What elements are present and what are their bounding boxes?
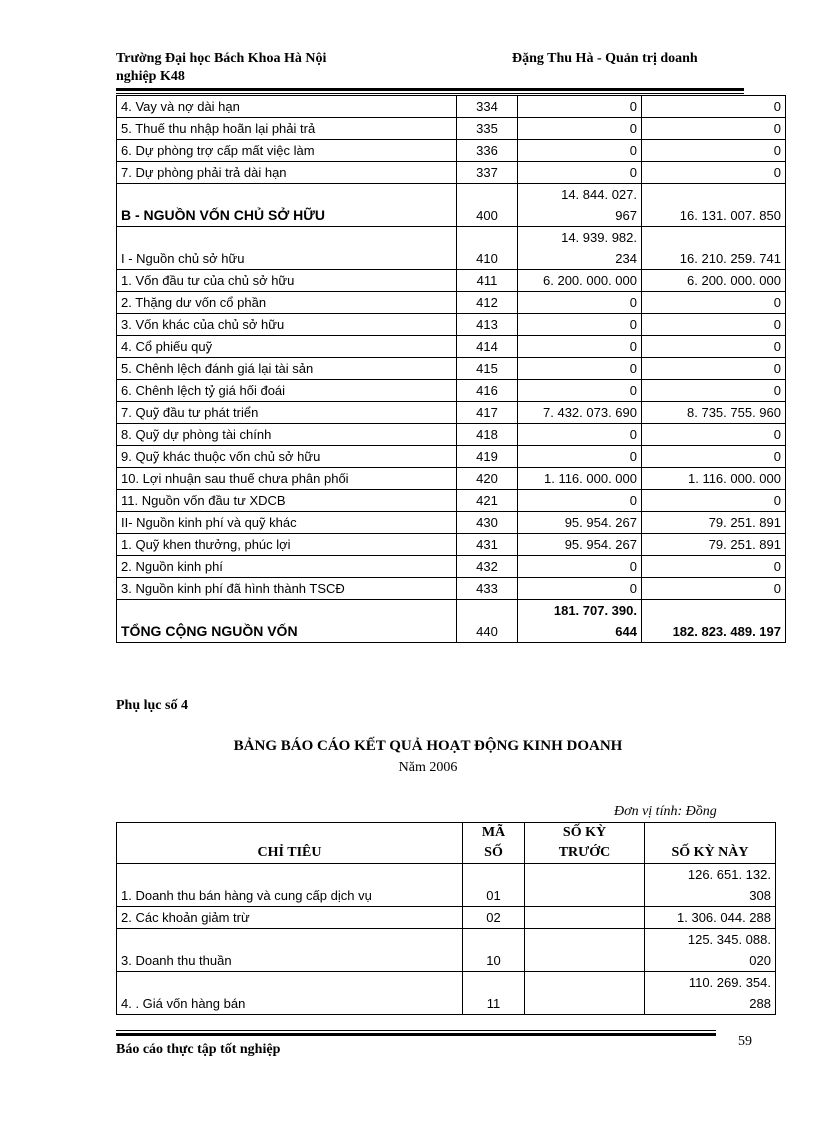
row-value-curr: 0 [642, 336, 786, 358]
row-label: 1. Quỹ khen thưởng, phúc lợi [117, 534, 457, 556]
row-value-prev: 0 [518, 162, 642, 184]
row-value-curr: 79. 251. 891 [642, 534, 786, 556]
row-code: 421 [457, 490, 518, 512]
row-code: 440 [457, 600, 518, 643]
unit-label: Đơn vị tính: Đồng [614, 804, 717, 819]
table-row [117, 227, 786, 270]
footer-rule [116, 1033, 716, 1036]
row-value-prev: 0 [518, 380, 642, 402]
row-value-curr: 0 [642, 556, 786, 578]
income-header-row [117, 823, 776, 864]
row-value-prev [525, 929, 645, 972]
row-code: 420 [457, 468, 518, 490]
table-row [117, 270, 786, 292]
row-value-curr: 79. 251. 891 [642, 512, 786, 534]
row-value-curr [645, 864, 776, 907]
row-label: B - NGUỒN VỐN CHỦ SỞ HỮU [117, 184, 457, 227]
row-value-curr: 0 [642, 446, 786, 468]
row-value-curr-a: 110. 269. 354. [688, 975, 771, 990]
row-value-prev-a: 181. 707. 390. [553, 603, 637, 618]
row-value-prev: 6. 200. 000. 000 [518, 270, 642, 292]
table-row [117, 534, 786, 556]
table-row [117, 96, 786, 118]
table-row [117, 358, 786, 380]
table-row [117, 907, 776, 929]
row-value-prev-b: 234 [615, 251, 637, 266]
row-value-prev [525, 907, 645, 929]
row-label: I - Nguồn chủ sở hữu [117, 227, 457, 270]
row-label: 6. Chênh lệch tỷ giá hối đoái [117, 380, 457, 402]
col-header-code-a: MÃ [481, 825, 506, 840]
row-value-curr [645, 972, 776, 1015]
row-value-prev-b: 967 [615, 208, 637, 223]
balance-table [116, 95, 786, 643]
row-value-curr-a: 125. 345. 088. [687, 932, 771, 947]
row-code: 410 [457, 227, 518, 270]
table-row [117, 446, 786, 468]
row-value-prev: 0 [518, 424, 642, 446]
row-code: 335 [457, 118, 518, 140]
row-value-prev-b: 644 [615, 624, 637, 639]
header-right: Đặng Thu Hà - Quản trị doanh [512, 51, 698, 66]
appendix-label: Phụ lục số 4 [116, 698, 188, 713]
row-value-prev: 7. 432. 073. 690 [518, 402, 642, 424]
row-label: 5. Chênh lệch đánh giá lại tài sản [117, 358, 457, 380]
report-title: BẢNG BÁO CÁO KẾT QUẢ HOẠT ĐỘNG KINH DOANH [233, 738, 623, 754]
row-code: 02 [463, 907, 525, 929]
row-value-curr: 1. 116. 000. 000 [642, 468, 786, 490]
table-row [117, 578, 786, 600]
row-code: 01 [463, 864, 525, 907]
row-value-curr: 0 [642, 424, 786, 446]
footer-text: Báo cáo thực tập tốt nghiệp [116, 1042, 281, 1057]
row-code: 336 [457, 140, 518, 162]
table-row-total [117, 600, 786, 643]
row-label: II- Nguồn kinh phí và quỹ khác [117, 512, 457, 534]
table-row [117, 556, 786, 578]
row-value-curr: 0 [642, 96, 786, 118]
row-value-prev [518, 600, 642, 643]
row-value-prev-a: 14. 939. 982. [561, 230, 637, 245]
row-code: 430 [457, 512, 518, 534]
row-code: 11 [463, 972, 525, 1015]
row-label: TỔNG CỘNG NGUỒN VỐN [117, 600, 457, 643]
row-value-prev [518, 227, 642, 270]
col-header-prev [525, 823, 645, 864]
row-label: 5. Thuế thu nhập hoãn lại phải trả [117, 118, 457, 140]
row-value-curr-b: 308 [749, 888, 771, 903]
row-value-prev-a: 14. 844. 027. [561, 187, 637, 202]
row-label: 2. Nguồn kinh phí [117, 556, 457, 578]
row-value-curr: 0 [642, 578, 786, 600]
table-row [117, 336, 786, 358]
row-value-prev: 0 [518, 446, 642, 468]
row-value-prev: 0 [518, 490, 642, 512]
row-value-prev [525, 864, 645, 907]
col-header-prev-b: TRƯỚC [558, 845, 611, 860]
row-code: 400 [457, 184, 518, 227]
row-code: 417 [457, 402, 518, 424]
table-row [117, 314, 786, 336]
row-label: 6. Dự phòng trợ cấp mất việc làm [117, 140, 457, 162]
row-value-prev [525, 972, 645, 1015]
row-label: 11. Nguồn vốn đầu tư XDCB [117, 490, 457, 512]
row-code: 416 [457, 380, 518, 402]
table-row [117, 380, 786, 402]
row-value-prev [518, 184, 642, 227]
row-code: 431 [457, 534, 518, 556]
table-row [117, 118, 786, 140]
page-number: 59 [738, 1034, 752, 1049]
row-value-curr: 0 [642, 292, 786, 314]
table-row [117, 468, 786, 490]
row-value-prev: 0 [518, 556, 642, 578]
row-value-prev: 0 [518, 96, 642, 118]
table-row [117, 864, 776, 907]
income-table [116, 822, 776, 1015]
row-value-prev: 95. 954. 267 [518, 534, 642, 556]
row-code: 414 [457, 336, 518, 358]
table-row [117, 402, 786, 424]
table-row [117, 140, 786, 162]
row-value-curr-b: 020 [749, 953, 771, 968]
row-label: 7. Quỹ đầu tư phát triển [117, 402, 457, 424]
row-value-curr-b: 288 [749, 996, 771, 1011]
row-value-curr: 182. 823. 489. 197 [642, 600, 786, 643]
header-rule [116, 88, 744, 91]
row-label: 7. Dự phòng phải trả dài hạn [117, 162, 457, 184]
row-value-prev: 0 [518, 118, 642, 140]
row-code: 334 [457, 96, 518, 118]
row-value-curr: 6. 200. 000. 000 [642, 270, 786, 292]
row-value-prev: 0 [518, 140, 642, 162]
table-row [117, 292, 786, 314]
row-code: 419 [457, 446, 518, 468]
row-value-curr: 0 [642, 118, 786, 140]
row-value-curr: 8. 735. 755. 960 [642, 402, 786, 424]
row-value-prev: 0 [518, 314, 642, 336]
table-row [117, 512, 786, 534]
header-line2: nghiệp K48 [116, 69, 185, 84]
row-value-curr: 0 [642, 358, 786, 380]
row-label: 8. Quỹ dự phòng tài chính [117, 424, 457, 446]
col-header-prev-a: SỐ KỲ [562, 825, 607, 840]
row-value-curr: 0 [642, 380, 786, 402]
row-code: 412 [457, 292, 518, 314]
row-code: 418 [457, 424, 518, 446]
row-code: 415 [457, 358, 518, 380]
col-header-item: CHỈ TIÊU [117, 823, 463, 864]
row-label: 3. Doanh thu thuần [117, 929, 463, 972]
row-value-curr [645, 929, 776, 972]
row-value-curr: 16. 131. 007. 850 [642, 184, 786, 227]
row-label: 9. Quỹ khác thuộc vốn chủ sở hữu [117, 446, 457, 468]
table-row [117, 972, 776, 1015]
row-value-curr: 1. 306. 044. 288 [645, 907, 776, 929]
col-header-code [463, 823, 525, 864]
col-header-code-b: SỐ [484, 845, 503, 860]
row-value-curr: 0 [642, 490, 786, 512]
table-row [117, 162, 786, 184]
report-year: Năm 2006 [398, 760, 458, 775]
footer-rule-thin [116, 1030, 716, 1031]
row-label: 3. Vốn khác của chủ sở hữu [117, 314, 457, 336]
table-row [117, 929, 776, 972]
row-label: 4. Cổ phiếu quỹ [117, 336, 457, 358]
row-label: 2. Các khoản giảm trừ [117, 907, 463, 929]
row-value-prev: 0 [518, 336, 642, 358]
row-label: 4. Vay và nợ dài hạn [117, 96, 457, 118]
row-label: 1. Doanh thu bán hàng và cung cấp dịch vụ [117, 864, 463, 907]
header-rule-thin [116, 93, 744, 94]
col-header-curr: SỐ KỲ NÀY [645, 823, 776, 864]
row-code: 10 [463, 929, 525, 972]
row-code: 433 [457, 578, 518, 600]
header-left: Trường Đại học Bách Khoa Hà Nội [116, 51, 327, 66]
row-value-prev: 95. 954. 267 [518, 512, 642, 534]
row-value-curr-a: 126. 651. 132. [687, 867, 771, 882]
table-row [117, 490, 786, 512]
row-value-prev: 0 [518, 358, 642, 380]
row-label: 2. Thặng dư vốn cổ phần [117, 292, 457, 314]
row-code: 413 [457, 314, 518, 336]
table-row [117, 424, 786, 446]
row-value-curr: 0 [642, 314, 786, 336]
row-value-curr: 0 [642, 162, 786, 184]
row-label: 3. Nguồn kinh phí đã hình thành TSCĐ [117, 578, 457, 600]
row-label: 4. . Giá vốn hàng bán [117, 972, 463, 1015]
row-value-curr: 0 [642, 140, 786, 162]
row-value-prev: 0 [518, 578, 642, 600]
row-value-prev: 0 [518, 292, 642, 314]
row-code: 411 [457, 270, 518, 292]
row-value-curr: 16. 210. 259. 741 [642, 227, 786, 270]
row-value-prev: 1. 116. 000. 000 [518, 468, 642, 490]
row-label: 1. Vốn đầu tư của chủ sở hữu [117, 270, 457, 292]
table-row [117, 184, 786, 227]
row-code: 337 [457, 162, 518, 184]
row-label: 10. Lợi nhuận sau thuế chưa phân phối [117, 468, 457, 490]
row-code: 432 [457, 556, 518, 578]
